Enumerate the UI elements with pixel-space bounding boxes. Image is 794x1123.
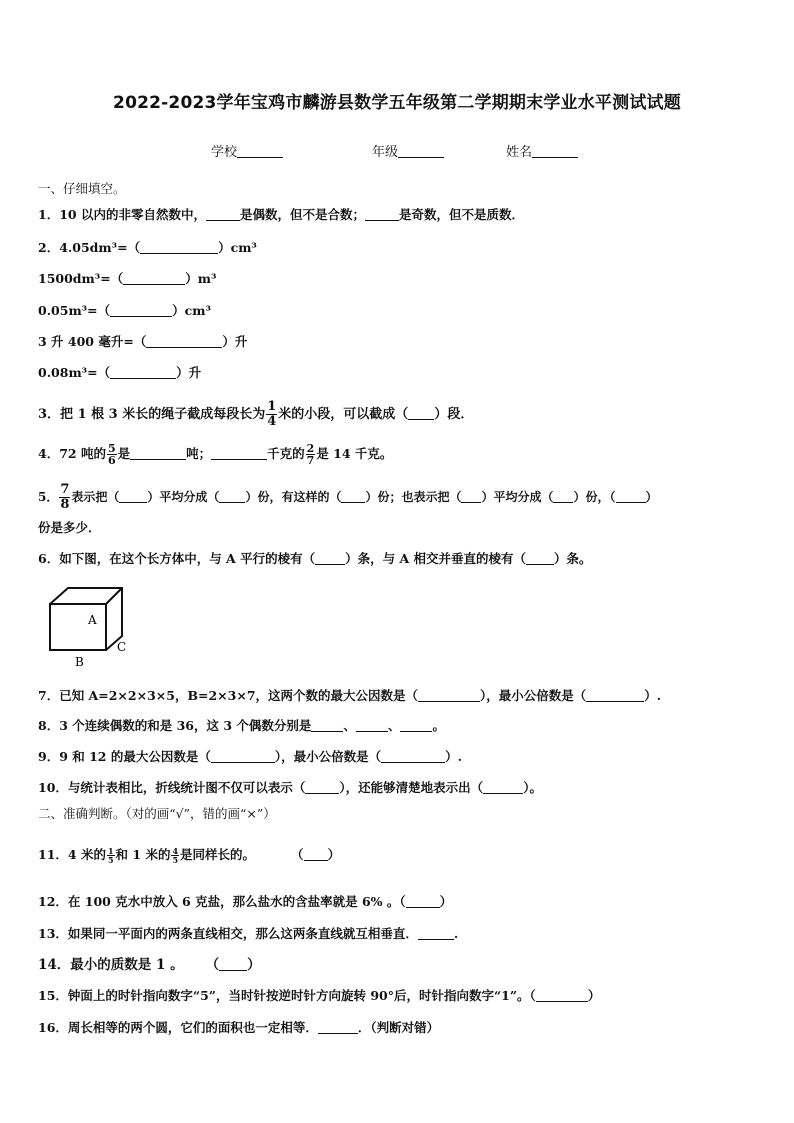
q9-blank-1[interactable] <box>211 750 275 763</box>
question-11: 11．4 米的 $\frac{1}{5}$ 和 1 米的 $\frac{4}{5}$ 是同样长的。 （ ） <box>38 846 341 865</box>
question-8: 8．3 个连续偶数的和是 36，这 3 个偶数分别是 、 、 。 <box>38 718 445 733</box>
grade-label: 年级 <box>372 145 399 160</box>
question-9: 9．9 和 12 的最大公因数是（ ），最小公倍数是（ ）. <box>38 749 462 764</box>
cube-label-a: A <box>88 613 97 627</box>
q11-fraction-1: $\frac{1}{5}$ <box>107 846 114 865</box>
school-field[interactable] <box>211 141 283 160</box>
grade-field[interactable] <box>372 141 444 160</box>
q7-blank-1[interactable] <box>418 689 480 702</box>
q16-blank[interactable] <box>318 1021 358 1034</box>
q2-blank-3[interactable] <box>110 304 172 317</box>
q5-blank-1[interactable] <box>119 490 147 503</box>
question-4: 4．72 吨的 $\frac{5}{6}$ 是 吨； 千克的 $\frac{2}{7}$ 是 14 千克。 <box>38 442 393 467</box>
q4-blank-2[interactable] <box>211 447 267 460</box>
q2-blank-2[interactable] <box>123 272 185 285</box>
q5-blank-5[interactable] <box>553 490 573 503</box>
q5-blank-3[interactable] <box>341 490 365 503</box>
name-label: 姓名 <box>506 145 533 160</box>
q5-fraction: $\frac{7}{8}$ <box>60 482 70 512</box>
question-14: 14．最小的质数是 1 。 （ ） <box>38 957 261 973</box>
q5-blank-4[interactable] <box>461 490 481 503</box>
q2-blank-1[interactable] <box>140 241 218 254</box>
q8-blank-3[interactable] <box>400 719 432 732</box>
q12-blank[interactable] <box>406 895 440 908</box>
cuboid-edge-a <box>106 588 122 604</box>
q5-blank-6[interactable] <box>616 490 646 503</box>
q13-blank[interactable] <box>418 927 454 940</box>
cuboid-front-face <box>50 604 106 650</box>
question-2-line-4: 3 升 400 毫升=（ ）升 <box>38 334 248 349</box>
q2-blank-5[interactable] <box>110 366 176 379</box>
question-2-line-2: 1500dm³=（ ）m³ <box>38 271 217 286</box>
cube-label-c: C <box>117 640 127 654</box>
q11-fraction-2: $\frac{4}{5}$ <box>172 846 179 865</box>
section-2-heading: 二、准确判断。（对的画“√”，错的画“×”） <box>38 806 276 821</box>
section-1-heading: 一、仔细填空。 <box>38 181 126 196</box>
question-13: 13．如果同一平面内的两条直线相交，那么这两条直线就互相垂直． . <box>38 926 459 941</box>
question-2-line-3: 0.05m³=（ ）cm³ <box>38 303 211 318</box>
question-12: 12．在 100 克水中放入 6 克盐，那么盐水的含盐率就是 6% 。（ ） <box>38 894 453 909</box>
q10-blank-2[interactable] <box>483 781 523 794</box>
q9-blank-2[interactable] <box>381 750 445 763</box>
q3-blank[interactable] <box>408 407 434 420</box>
q14-blank[interactable] <box>219 958 247 971</box>
question-7: 7．已知 A=2×2×3×5，B=2×3×7，这两个数的最大公因数是（ ），最小公倍数是（ ）. <box>38 688 662 703</box>
q4-blank-1[interactable] <box>130 447 186 460</box>
cube-label-b: B <box>75 655 84 669</box>
question-15: 15．钟面上的时针指向数字“5”，当时针按逆时针方向旋转 90°后，时针指向数字“1”。（ ） <box>38 988 601 1003</box>
grade-blank[interactable] <box>398 145 444 158</box>
cuboid-back-edges <box>50 588 122 650</box>
q4-fraction-2: $\frac{2}{7}$ <box>306 442 315 467</box>
question-10: 10．与统计表相比，折线统计图不仅可以表示（ ），还能够清楚地表示出（ ）。 <box>38 780 542 795</box>
q6-blank-2[interactable] <box>526 552 554 565</box>
q3-fraction: $\frac{1}{4}$ <box>267 399 277 429</box>
q1-blank-2[interactable] <box>365 208 399 221</box>
q4-fraction-1: $\frac{5}{6}$ <box>107 442 116 467</box>
q1-blank-1[interactable] <box>206 208 240 221</box>
question-5: 5． $\frac{7}{8}$ 表示把（ ）平均分成（ ）份，有这样的（ ）份；也表示把（ ）平均分成（ ）份，（ ） <box>38 482 658 512</box>
q2-blank-4[interactable] <box>146 335 222 348</box>
question-3: 3．把 1 根 3 米长的绳子截成每段长为 $\frac{1}{4}$ 米的小段，可以截成（ ）段． <box>38 399 474 429</box>
q8-blank-1[interactable] <box>311 719 343 732</box>
question-6: 6．如下图，在这个长方体中，与 A 平行的棱有（ ）条，与 A 相交并垂直的棱有（ ）条。 <box>38 551 592 566</box>
question-2-line-5: 0.08m³=（ ）升 <box>38 365 202 380</box>
name-field[interactable] <box>506 141 578 160</box>
q15-blank[interactable] <box>536 989 588 1002</box>
question-1: 1．10 以内的非零自然数中， 是偶数，但不是合数； 是奇数，但不是质数． <box>38 207 524 222</box>
school-blank[interactable] <box>237 145 283 158</box>
name-blank[interactable] <box>532 145 578 158</box>
q11-blank[interactable] <box>304 848 328 861</box>
q8-blank-2[interactable] <box>356 719 388 732</box>
page-title: 2022-2023学年宝鸡市麟游县数学五年级第二学期期末学业水平测试试题 <box>113 93 681 113</box>
question-2-line-1: 2．4.05dm³=（ ）cm³ <box>38 240 257 255</box>
question-5-line-2: 份是多少． <box>38 520 101 535</box>
q6-blank-1[interactable] <box>315 552 345 565</box>
q5-blank-2[interactable] <box>219 490 245 503</box>
question-16: 16．周长相等的两个圆，它们的面积也一定相等． ．（判断对错） <box>38 1020 440 1035</box>
school-label: 学校 <box>211 145 238 160</box>
q10-blank-1[interactable] <box>305 781 339 794</box>
q7-blank-2[interactable] <box>586 689 644 702</box>
cuboid-figure <box>44 584 144 670</box>
